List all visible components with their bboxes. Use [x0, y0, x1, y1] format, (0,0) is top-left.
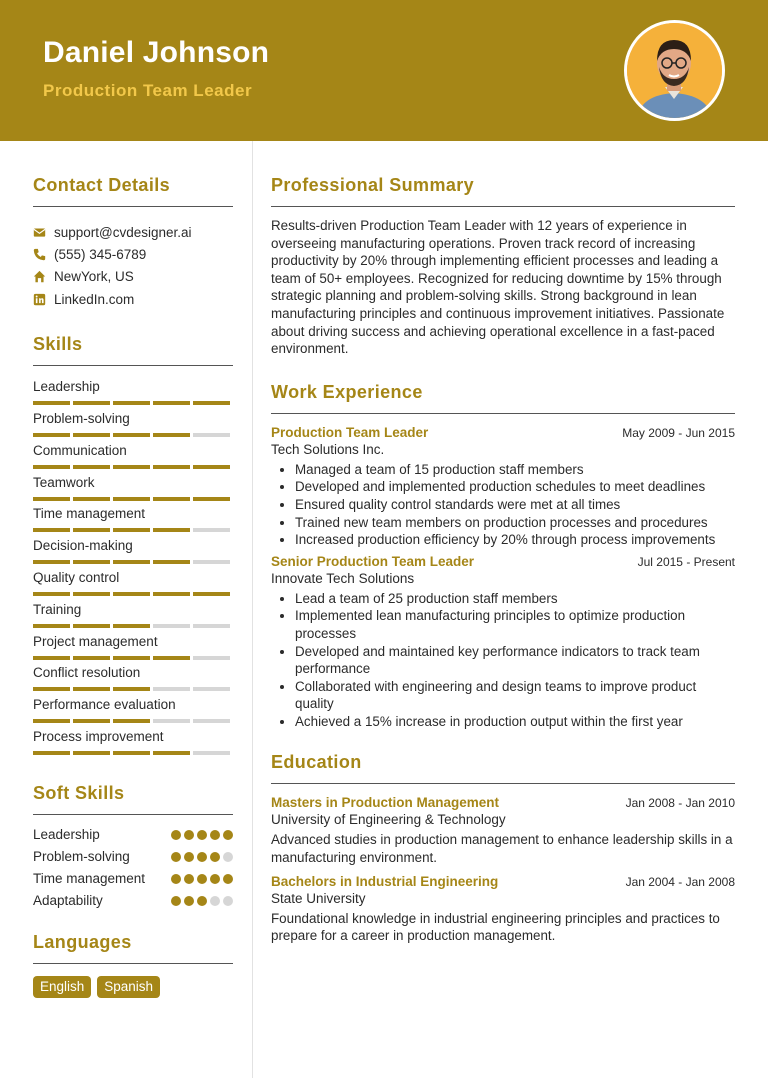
- skill-level-segment: [153, 751, 190, 755]
- skill-level-segment: [113, 751, 150, 755]
- skill-item: [33, 729, 233, 761]
- skill-level-bar: [33, 560, 230, 564]
- degree-title: Masters in Production Management: [271, 795, 500, 811]
- skill-item: [33, 506, 233, 538]
- skill-level-segment: [193, 401, 230, 405]
- linkedin-icon: [33, 293, 46, 306]
- contact-section: [33, 175, 233, 310]
- section-rule: [271, 783, 735, 784]
- skill-level-bar: [33, 656, 230, 660]
- skill-level-bar: [33, 687, 230, 691]
- skill-level-segment: [73, 624, 110, 628]
- skill-level-segment: [113, 719, 150, 723]
- rating-dot: [210, 874, 220, 884]
- skill-level-segment: [193, 656, 230, 660]
- language-badge: English: [33, 976, 91, 998]
- soft-skill-item: [33, 826, 233, 845]
- skill-level-segment: [33, 719, 70, 723]
- job-company: Innovate Tech Solutions: [271, 570, 415, 586]
- skill-level-segment: [153, 592, 190, 596]
- skill-level-segment: [33, 401, 70, 405]
- skill-name: Problem-solving: [33, 410, 130, 426]
- skill-level-segment: [193, 751, 230, 755]
- education-header: [271, 874, 735, 889]
- rating-dot: [210, 830, 220, 840]
- rating-dot: [210, 852, 220, 862]
- job-bullet: • Managed a team of 15 production staff members: [295, 461, 735, 479]
- summary-text: Results-driven Production Team Leader with 12 years of experience in overseeing manufacturing operations. Proven track record of increasing productivity by 20% through implementing efficient processes and leading a team of 50+ employees. Recognized for reducing downtime by 15% through strategic planning and problem-solving skills. Strong background in lean manufacturing principles and continuous improvement initiatives. Passionate about driving success and achieving operational excellence in a fast-paced environment.: [271, 218, 725, 357]
- languages-list: [33, 976, 233, 998]
- skill-level-segment: [33, 433, 70, 437]
- skill-name: Performance evaluation: [33, 697, 176, 713]
- education-entry: [271, 874, 735, 945]
- job-bullet: • Developed and maintained key performance indicators to track team performance: [295, 643, 735, 678]
- skill-level-segment: [73, 433, 110, 437]
- skill-level-segment: [153, 497, 190, 501]
- skill-level-segment: [33, 751, 70, 755]
- rating-dot: [197, 852, 207, 862]
- skill-level-segment: [73, 687, 110, 691]
- contact-location: [33, 266, 233, 288]
- soft-skill-name: Problem-solving: [33, 848, 130, 864]
- skill-level-bar: [33, 592, 230, 596]
- skill-level-segment: [33, 624, 70, 628]
- skill-level-segment: [153, 656, 190, 660]
- contact-heading: Contact Details: [33, 175, 171, 195]
- soft-skill-item: [33, 848, 233, 867]
- skill-item: [33, 697, 233, 729]
- skill-level-segment: [193, 560, 230, 564]
- skill-name: Project management: [33, 633, 158, 649]
- rating-dot: [197, 874, 207, 884]
- skills-list: [33, 379, 233, 761]
- job-entry: [271, 425, 735, 549]
- skill-level-segment: [73, 751, 110, 755]
- school-name: State University: [271, 890, 366, 906]
- skill-level-segment: [33, 687, 70, 691]
- skill-level-segment: [193, 687, 230, 691]
- skill-item: [33, 602, 233, 634]
- skill-level-segment: [193, 528, 230, 532]
- home-icon: [33, 270, 46, 283]
- section-rule: [271, 413, 735, 414]
- job-entry: [271, 554, 735, 731]
- rating-dot: [223, 874, 233, 884]
- skill-level-bar: [33, 401, 230, 405]
- education-description: Foundational knowledge in industrial engineering principles and practices to prepare for a career in production management.: [271, 910, 720, 944]
- rating-dot: [171, 896, 181, 906]
- skill-level-segment: [153, 687, 190, 691]
- job-company: Tech Solutions Inc.: [271, 441, 385, 457]
- soft-skill-name: Leadership: [33, 826, 100, 842]
- skill-level-bar: [33, 433, 230, 437]
- summary-section: [271, 175, 735, 358]
- job-bullet: • Increased production efficiency by 20% through process improvements: [295, 531, 735, 549]
- rating-dot: [171, 874, 181, 884]
- skill-level-segment: [153, 560, 190, 564]
- skill-level-segment: [33, 465, 70, 469]
- experience-heading: Work Experience: [271, 381, 423, 402]
- education-entry: [271, 795, 735, 866]
- soft-skill-name: Time management: [33, 870, 146, 886]
- skill-level-segment: [193, 592, 230, 596]
- job-bullet: • Collaborated with engineering and design teams to improve product quality: [295, 678, 735, 713]
- skill-level-bar: [33, 624, 230, 628]
- skill-level-segment: [73, 465, 110, 469]
- languages-heading: Languages: [33, 932, 132, 953]
- job-title: Production Team Leader: [271, 424, 429, 440]
- phone-icon: [33, 248, 46, 261]
- skill-level-segment: [33, 656, 70, 660]
- contact-phone-text: (555) 345-6789: [54, 246, 147, 262]
- skill-level-segment: [193, 433, 230, 437]
- skill-name: Training: [33, 601, 82, 617]
- skill-item: [33, 570, 233, 602]
- skills-heading: Skills: [33, 334, 83, 355]
- soft-skill-rating: [171, 830, 233, 840]
- skill-level-segment: [73, 719, 110, 723]
- header-banner: [0, 0, 768, 141]
- section-rule: [33, 206, 233, 207]
- skill-level-segment: [153, 433, 190, 437]
- skill-item: [33, 475, 233, 507]
- skill-level-segment: [113, 401, 150, 405]
- candidate-title: Production Team Leader: [43, 81, 253, 100]
- job-bullets: [271, 461, 735, 549]
- section-rule: [271, 206, 735, 207]
- rating-dot: [184, 852, 194, 862]
- skill-level-segment: [113, 687, 150, 691]
- candidate-name: Daniel Johnson: [43, 36, 270, 69]
- rating-dot: [223, 896, 233, 906]
- skill-level-segment: [113, 497, 150, 501]
- skill-level-segment: [33, 592, 70, 596]
- soft-skill-rating: [171, 852, 233, 862]
- skill-level-segment: [73, 560, 110, 564]
- skill-level-segment: [113, 433, 150, 437]
- job-bullet: • Developed and implemented production schedules to meet deadlines: [295, 478, 735, 496]
- job-dates: Jul 2015 - Present: [637, 554, 735, 569]
- language-badge: Spanish: [97, 976, 160, 998]
- skill-name: Decision-making: [33, 538, 133, 554]
- skill-level-bar: [33, 751, 230, 755]
- job-header: [271, 554, 735, 569]
- soft-skill-rating: [171, 874, 233, 884]
- education-dates: Jan 2004 - Jan 2008: [625, 874, 735, 889]
- profile-photo: [624, 20, 725, 121]
- languages-section: [33, 932, 233, 998]
- rating-dot: [197, 896, 207, 906]
- summary-heading: Professional Summary: [271, 175, 475, 195]
- contact-email[interactable]: [33, 221, 233, 243]
- skill-level-segment: [153, 624, 190, 628]
- job-bullet: • Implemented lean manufacturing principles to optimize production processes: [295, 607, 735, 642]
- job-bullet: • Achieved a 15% increase in production output within the first year: [295, 713, 735, 731]
- education-section: [271, 752, 735, 944]
- soft-skills-section: [33, 783, 233, 911]
- skill-name: Quality control: [33, 569, 120, 585]
- section-rule: [33, 814, 233, 815]
- skill-level-segment: [73, 528, 110, 532]
- skill-level-segment: [73, 497, 110, 501]
- job-dates: May 2009 - Jun 2015: [622, 425, 735, 440]
- email-icon: [33, 226, 46, 239]
- skill-item: [33, 634, 233, 666]
- education-heading: Education: [271, 752, 362, 773]
- rating-dot: [210, 896, 220, 906]
- skill-level-segment: [153, 401, 190, 405]
- contact-list: [33, 221, 233, 310]
- skill-item: [33, 411, 233, 443]
- skill-level-segment: [193, 624, 230, 628]
- education-header: [271, 795, 735, 810]
- rating-dot: [223, 830, 233, 840]
- skill-level-segment: [73, 592, 110, 596]
- skill-level-segment: [33, 560, 70, 564]
- experience-section: [271, 382, 735, 731]
- skill-level-bar: [33, 465, 230, 469]
- rating-dot: [223, 852, 233, 862]
- skill-level-bar: [33, 719, 230, 723]
- rating-dot: [171, 830, 181, 840]
- school-name: University of Engineering & Technology: [271, 812, 506, 828]
- soft-skill-name: Adaptability: [33, 892, 103, 908]
- section-rule: [33, 365, 233, 366]
- skill-level-segment: [153, 719, 190, 723]
- column-divider: [252, 141, 253, 1078]
- avatar-portrait-icon: [627, 23, 722, 118]
- soft-skills-list: [33, 826, 233, 911]
- skill-item: [33, 443, 233, 475]
- skill-name: Time management: [33, 506, 146, 522]
- right-column: [271, 141, 735, 945]
- skill-level-segment: [113, 465, 150, 469]
- skill-level-segment: [113, 528, 150, 532]
- skill-item: [33, 665, 233, 697]
- skill-level-segment: [193, 497, 230, 501]
- skill-name: Conflict resolution: [33, 665, 141, 681]
- contact-linkedin[interactable]: [33, 288, 233, 310]
- skill-name: Process improvement: [33, 728, 164, 744]
- job-title: Senior Production Team Leader: [271, 553, 475, 569]
- left-column: [33, 141, 233, 998]
- contact-location-text: NewYork, US: [54, 269, 134, 285]
- degree-title: Bachelors in Industrial Engineering: [271, 873, 499, 889]
- soft-skill-rating: [171, 896, 233, 906]
- skill-level-segment: [153, 465, 190, 469]
- education-description: Advanced studies in production management to enhance leadership skills in a manufacturing environment.: [271, 832, 733, 866]
- skill-name: Leadership: [33, 379, 100, 395]
- job-bullet: • Ensured quality control standards were met at all times: [295, 496, 735, 514]
- skill-level-segment: [73, 656, 110, 660]
- education-dates: Jan 2008 - Jan 2010: [625, 796, 735, 811]
- soft-skill-item: [33, 892, 233, 911]
- rating-dot: [184, 830, 194, 840]
- section-rule: [33, 963, 233, 964]
- rating-dot: [184, 874, 194, 884]
- skill-level-segment: [193, 465, 230, 469]
- skill-item: [33, 379, 233, 411]
- skill-level-segment: [153, 528, 190, 532]
- skill-level-segment: [113, 624, 150, 628]
- rating-dot: [197, 830, 207, 840]
- job-bullets: [271, 590, 735, 731]
- contact-phone[interactable]: [33, 243, 233, 265]
- skill-level-segment: [33, 528, 70, 532]
- contact-linkedin-text: LinkedIn.com: [54, 291, 135, 307]
- skill-name: Communication: [33, 442, 127, 458]
- skill-level-segment: [113, 560, 150, 564]
- rating-dot: [171, 852, 181, 862]
- skills-section: [33, 334, 233, 761]
- skill-name: Teamwork: [33, 474, 95, 490]
- contact-email-text: support@cvdesigner.ai: [54, 224, 192, 240]
- skill-level-segment: [33, 497, 70, 501]
- soft-skills-heading: Soft Skills: [33, 782, 125, 803]
- skill-level-bar: [33, 528, 230, 532]
- skill-level-segment: [113, 656, 150, 660]
- job-header: [271, 425, 735, 440]
- job-bullet: • Trained new team members on production processes and procedures: [295, 514, 735, 532]
- skill-level-segment: [193, 719, 230, 723]
- soft-skill-item: [33, 870, 233, 889]
- skill-level-segment: [113, 592, 150, 596]
- rating-dot: [184, 896, 194, 906]
- skill-item: [33, 538, 233, 570]
- skill-level-segment: [73, 401, 110, 405]
- job-bullet: • Lead a team of 25 production staff members: [295, 590, 735, 608]
- skill-level-bar: [33, 497, 230, 501]
